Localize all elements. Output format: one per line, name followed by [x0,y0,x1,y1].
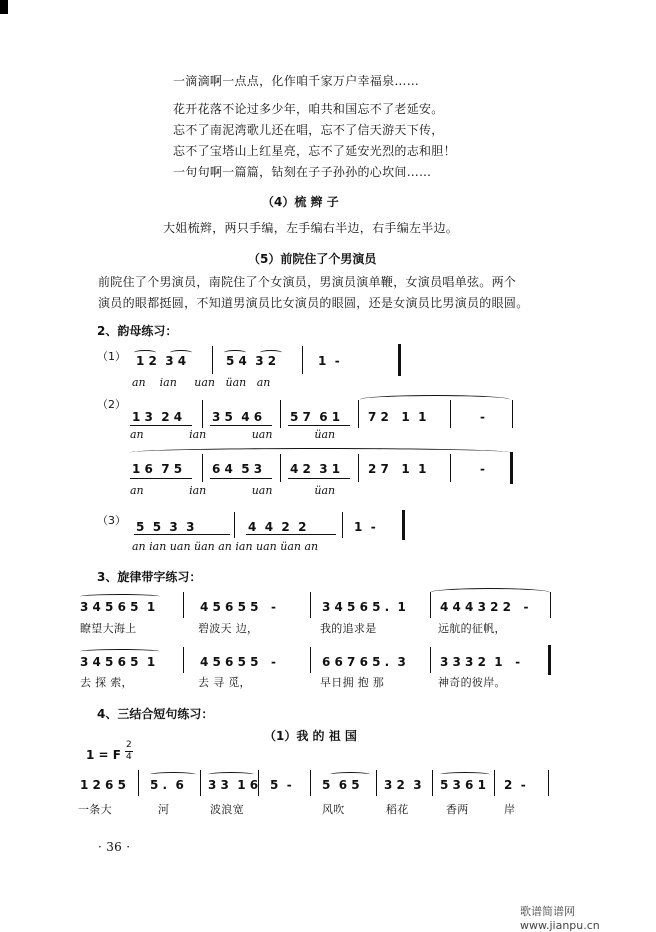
ex3-label: （3） [97,514,126,527]
barline [280,400,281,428]
watermark: 歌谱简谱网 www.jianpu.cn [520,905,600,932]
song-note-2: 5 . 6 [150,778,184,792]
melody-r1-m1: 3 4 5 6 5 1 [80,600,156,614]
time-signature-denominator: 4 [126,752,132,762]
song-lyric-8: 岸 [504,803,516,816]
melody-r2-m4: 3 3 3 2 1 - [440,655,521,669]
underline [246,534,336,535]
underline [130,425,192,426]
slur [208,772,254,777]
barline [258,770,259,796]
melody-r2-m3: 6 6 7 6 5 . 3 [322,655,406,669]
section-5-text-1: 前院住了个男演员，南院住了个女演员，男演员演单鞭，女演员唱单弦。两个 [98,275,517,289]
final-barline [510,452,513,484]
ex3-measure-2: 4 4 2 2 [248,520,307,534]
ex2-r1-lyrics: an ian uan üan [130,428,336,441]
ex1-measure-1: 1 2 3 4 [136,354,187,368]
ex3-measure-1: 5 5 3 3 [136,520,195,534]
song-note-5: 5 6 5 [322,778,360,792]
poem-line-1: 一滴滴啊一点点，化作咱千家万户幸福泉…… [173,74,420,88]
final-barline [398,344,401,376]
barline [183,592,184,618]
barline [432,770,433,796]
song-lyric-5: 风吹 [322,803,345,816]
ex3-lyrics: an ian uan üan an ian uan üan an [132,540,319,553]
section-4-text: 大姐梳辫，两只手编，左手编右半边，右手编左半边。 [163,221,459,235]
melody-r1-m3: 3 4 5 6 5 . 1 [322,600,406,614]
ex2-r2-m3: 4 2 3 1 [290,462,341,476]
slur [80,649,160,654]
poem-line-3: 忘不了南泥湾歌儿还在唱，忘不了信天游天下传， [173,123,444,137]
barline [310,770,311,796]
slur [80,594,160,599]
melody-r1-m2: 4 5 6 5 5 - [200,600,276,614]
ex3-measure-3: 1 - [354,520,376,534]
song-note-6: 3 2 3 [384,778,422,792]
song-lyric-1: 一条大 [78,803,112,816]
section-5-text-2: 演员的眼都挺圆，不知道男演员比女演员的眼圆，还是女演员比男演员的眼圆。 [98,296,529,310]
ex2-r1-m1: 1 3 2 4 [132,410,183,424]
song-lyric-2: 河 [158,803,170,816]
section-4-title: （4）梳 辫 子 [262,195,339,209]
ex2-r2-m4: 2 7 1 1 [368,462,427,476]
barline [376,770,377,796]
melody-r1-l3: 我的追求是 [320,622,377,635]
tie [150,772,196,777]
final-barline [402,510,405,540]
slur [170,350,192,355]
underline [210,425,272,426]
song-note-1: 1 2 6 5 [80,778,126,792]
barline [548,770,549,796]
ex1-measure-3: 1 - [318,354,340,368]
barline [550,592,551,618]
barline [212,346,213,374]
barline [183,647,184,673]
barline [494,770,495,796]
melody-r2-l2: 去 寻 觅， [198,676,251,689]
melody-r1-l4: 远航的征帆， [438,622,506,635]
underline [288,478,350,479]
melody-r1-m4: 4 4 4 3 2 2 - [440,600,529,614]
song-lyric-6: 稻花 [386,803,409,816]
ex1-lyrics: an ian uan üan an [132,376,271,389]
barline [450,400,451,428]
barline [450,454,451,482]
song-lyric-3: 波浪宽 [210,803,244,816]
melody-r2-l4: 神奇的彼岸。 [438,676,506,689]
barline [280,454,281,482]
ex2-r1-m3: 5 7 6 1 [290,410,341,424]
melody-r1-l1: 瞭望大海上 [80,622,137,635]
underline [134,534,230,535]
heading-combined-phrases: 4、三结合短句练习： [97,707,214,721]
song-note-3: 3 3 1 6 [208,778,259,792]
heading-melody-with-words: 3、旋律带字练习： [97,570,202,584]
time-signature-numerator: 2 [126,740,132,750]
tie [430,588,550,597]
barline [342,512,343,538]
scan-corner-mark [0,0,8,14]
barline [430,647,431,673]
melody-r1-l2: 碧波天 边， [198,622,259,635]
tie [130,448,510,457]
barline [358,400,359,428]
barline [358,454,359,482]
ex2-r2-m1: 1 6 7 5 [132,462,183,476]
tie [360,395,510,404]
slur [134,350,156,355]
melody-r2-l3: 早日拥 抱 那 [320,676,385,689]
underline [210,478,272,479]
song-note-8: 2 - [504,778,526,792]
barline [202,400,203,428]
song-lyric-7: 香两 [446,803,469,816]
barline [138,770,139,796]
song-note-7: 5 3 6 1 [440,778,486,792]
song-note-4: 5 - [270,778,292,792]
ex1-measure-2: 5 4 3 2 [226,354,277,368]
page-number: · 36 · [98,840,131,854]
ex2-r1-m5: - [480,410,485,424]
poem-line-4: 忘不了宝塔山上红星亮，忘不了延安光烈的志和胆！ [173,144,456,158]
ex2-r1-m4: 7 2 1 1 [368,410,427,424]
ex1-label: （1） [97,350,126,363]
heading-vowel-practice: 2、韵母练习： [97,324,178,338]
melody-r2-m2: 4 5 6 5 5 - [200,655,276,669]
barline [512,400,513,428]
section-5-title: （5）前院住了个男演员 [248,252,377,266]
slur [260,350,282,355]
slur [330,772,370,777]
underline [288,425,350,426]
slur [224,350,246,355]
barline [234,512,235,538]
barline [310,647,311,673]
ex2-r2-m5: - [480,462,485,476]
ex2-label: （2） [97,398,126,411]
ex2-r1-m2: 3 5 4 6 [212,410,263,424]
final-barline [548,645,551,675]
slur [440,772,490,777]
barline [310,592,311,618]
song-title: （1）我 的 祖 国 [264,729,357,743]
ex2-r2-m2: 6 4 5 3 [212,462,263,476]
barline [302,346,303,374]
barline [200,770,201,796]
poem-line-5: 一句句啊一篇篇，钻刻在子子孙孙的心坎间…… [173,165,432,179]
melody-r2-l1: 去 探 索， [80,676,133,689]
underline [130,478,192,479]
melody-r2-m1: 3 4 5 6 5 1 [80,655,156,669]
barline [202,454,203,482]
poem-line-2: 花开花落不论过多少年，咱共和国忘不了老延安。 [173,102,444,116]
key-signature: 1 = F [86,748,121,762]
ex2-r2-lyrics: an ian uan üan [130,484,336,497]
